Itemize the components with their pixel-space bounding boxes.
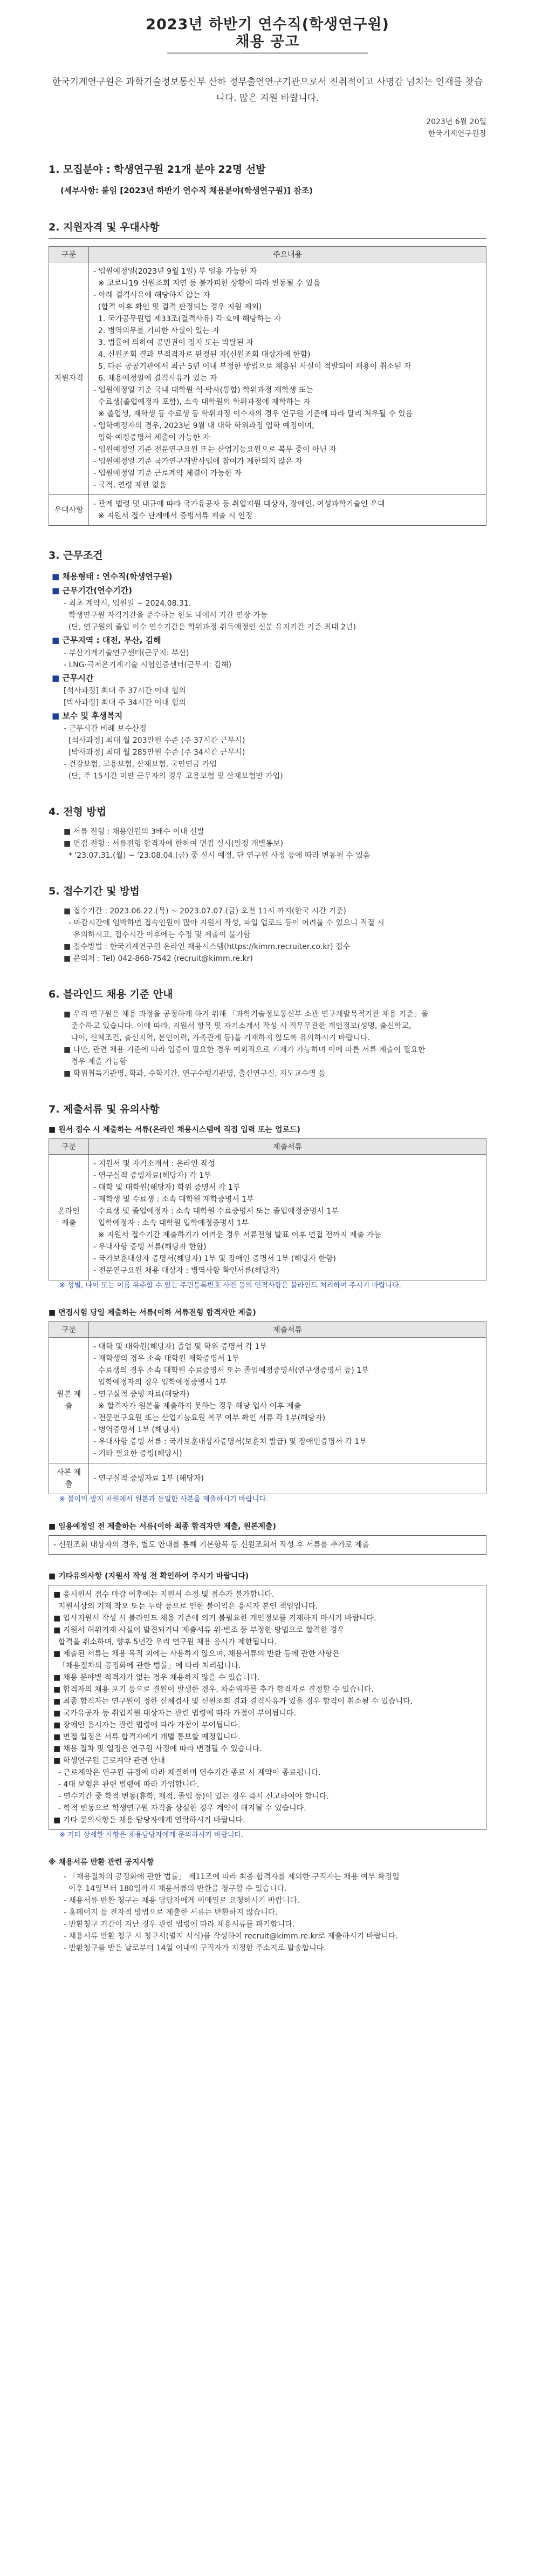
table-row [49,1536,486,1555]
text-line: ■ 학위취득기관명, 학과, 수학기간, 연구수행기관명, 출신연구실, 지도교수명 등 [64,1069,326,1078]
text-line: (합격 이후 확인 및 결격 판정되는 경우 지원 제외) [93,303,262,311]
text-line: - 부산기계기술연구센터(근무지: 부산) [64,649,189,657]
text-line: - 채용서류 반환 청구 시 청구서(별지 서식)를 작성하여 recruit@kimm.re.kr로 제출하시기 바랍니다. [64,1932,399,1941]
text-line: 6. 채용예정일에 결격사유가 있는 자 [93,374,217,383]
text-line: - 채용서류 반환 청구는 채용 담당자에게 이메일로 요청하시기 바랍니다. [64,1896,300,1905]
condition-lines [49,647,486,671]
work-conditions [49,570,486,782]
title-block [49,16,486,53]
text-line: 경우 제출 가능함 [64,1057,127,1066]
blind-hiring-notice [49,1008,486,1080]
text-line: - 입원예정일 기준 근로계약 체결이 가능한 자 [93,469,242,478]
text-line: 2. 병역의무를 기피한 사실이 있는 자 [93,327,220,335]
qualification-table [49,246,486,526]
box1-footnote: ※ 성별, 나이 또는 이름 유추할 수 있는 주민등록번호 사진 등의 인적사항은 블라인드 처리하여 주시기 바랍니다. [59,1282,401,1290]
text-line: - 반환청구를 받은 날로부터 14일 이내에 구직자가 지정한 주소지로 발송합니다. [64,1944,326,1953]
text-line: - 연구실적 증빙자료 1부 (해당자) [93,1474,204,1483]
text-line: - 국가보훈대상자 증명서(해당자) 1부 및 장애인 증명서 1부 (해당자 한함) [93,1255,336,1263]
condition-label: ■ 채용형태 : 연수직(학생연구원) [52,572,173,581]
condition-lines [49,598,486,633]
return-notice-lines [49,1871,486,1954]
box2-col-category: 구분 [49,1322,89,1338]
text-line: 입학예정자의 경우 입학예정증명서 1부 [93,1378,227,1387]
text-line: 1. 국가공무원법 제33조(결격사유) 각 호에 해당하는 자 [93,315,282,323]
box2-category: 원본 제출 [49,1338,89,1463]
text-line: 5. 다른 공공기관에서 최근 5년 이내 부정한 방법으로 채용된 사실이 적발되어 채용이 취소된 자 [93,362,411,371]
text-line: (단, 주 15시간 미만 근무자의 경우 고용보험 및 산재보험만 가입) [64,772,283,781]
text-line: - 국적, 연령 제한 없음 [93,481,167,490]
condition-lines [49,723,486,782]
section-2-rule [49,238,486,239]
text-line: [박사과정] 최대 월 285만원 수준 (주 34시간 근무시) [64,748,245,757]
text-line: 수료생 및 졸업예정자 : 소속 대학원 수료증명서 또는 졸업예정증명서 1부 [93,1207,339,1216]
text-line: 「채용절차의 공정화에 관한 법률」에 따라 처리됩니다. [53,1662,241,1670]
box3-heading: ■ 임용예정일 전 제출하는 서류(이하 최종 합격자만 제출, 원본제출) [49,1522,276,1531]
text-line: - 마감시간에 임박하면 접속인원이 많아 지원서 작성, 파일 업로드 등이 어려울 수 있으니 적절 시 [64,919,385,927]
section-7-heading: 7. 제출서류 및 유의사항 [49,1103,160,1115]
text-line: - 전문연구요원 채용 대상자 : 병역사항 확인서류(해당자) [93,1266,279,1275]
qualification-content [89,262,486,495]
text-line: - 4대 보험은 관련 법령에 따라 가입합니다. [53,1780,200,1789]
text-line: - 입원예정일 기준 국내 대학원 석·박사(통합) 학위과정 재학생 또는 [93,386,313,395]
notice-date: 2023년 6월 20일 [426,118,486,126]
section-4-heading: 4. 전형 방법 [49,806,107,818]
text-line: - 입원예정일 기준 전문연구요원 또는 산업기능요원으로 복무 중이 아닌 자 [93,445,337,454]
other-notes-table [49,1585,486,1830]
condition-label: ■ 근무지역 : 대전, 부산, 김해 [52,635,161,645]
text-line: - 「채용절차의 공정화에 관한 법률」 제11조에 따라 최종 합격자를 제외한 구직자는 채용 여부 확정일 [64,1873,400,1881]
return-notice-heading: ※ 채용서류 반환 관련 공지사항 [49,1858,154,1867]
page-title-line2: 채용 공고 [235,33,300,50]
text-line: ■ 국가유공자 등 취업지원 대상자는 관련 법령에 따라 가점이 부여됩니다. [53,1709,296,1718]
text-line: ■ 학생연구원 근로계약 관련 안내 [53,1757,165,1765]
text-line: - 대학 및 대학원(해당자) 학위 증명서 각 1부 [93,1183,241,1192]
text-line: - 최초 계약시, 입원일 ~ 2024.08.31. [64,599,191,608]
text-line: ■ 면접 전형 : 서류전형 합격자에 한하여 면접 실시(일정 개별통보) [64,839,284,848]
box1-content [89,1155,486,1280]
box2-content [89,1463,486,1494]
final-documents-table [49,1535,486,1555]
text-line: 수료생의 경우 소속 대학원 수료증명서 또는 졸업예정증명서(연구생증명서 등) 1부 [93,1366,369,1375]
text-line: - 연수기간 중 학적 변동(휴학, 제적, 졸업 등)이 있는 경우 즉시 신고하여야 합니다. [53,1792,329,1801]
text-line: ■ 접수기간 : 2023.06.22.(목) ~ 2023.07.07.(금) 오전 11시 까지(한국 시간 기준) [64,907,346,916]
text-line: - 기타 필요한 증빙(해당시) [93,1449,182,1458]
text-line: ■ 채용 절차 및 일정은 연구원 사정에 따라 변경될 수 있습니다. [53,1745,262,1753]
text-line: - 전문연구요원 또는 산업기능요원 복무 여부 확인 서류 각 1부(해당자) [93,1414,326,1422]
section-5-heading: 5. 접수기간 및 방법 [49,885,140,897]
text-line: - 입원예정일 기준 국가연구개발사업에 참여가 제한되지 않은 자 [93,457,303,466]
text-line: - 건강보험, 고용보험, 산재보험, 국민연금 가입 [64,760,217,769]
text-line: 수료생(졸업예정자 포함), 소속 대학원의 학위과정에 재학하는 자 [93,398,311,406]
text-line: - 홈페이지 등 전자적 방법으로 제출한 서류는 반환하지 않습니다. [64,1908,278,1917]
interview-documents-table [49,1321,486,1494]
text-line: 준수하고 있습니다. 이에 따라, 지원서 항목 및 자기소개서 작성 시 직무무관한 개인정보(성명, 출신학교, [64,1022,411,1031]
text-line: - 신원조회 대상자의 경우, 별도 안내를 통해 기본항목 등 신원조회서 작성 후 서류를 추가로 제출 [53,1541,369,1549]
text-line: ■ 최종 합격자는 연구원이 정한 신체검사 및 신원조회 결과 결격사유가 있을 경우 합격이 취소될 수 있습니다. [53,1697,413,1706]
box2-category: 사본 제출 [49,1463,89,1494]
text-line: ■ 장애인 응시자는 관련 법령에 따라 가점이 부여됩니다. [53,1721,241,1730]
text-line: ■ 우리 연구원은 채용 과정을 공정하게 하기 위해 「과학기술정보통신부 소관 연구개발목적기관 채용 기준」을 [64,1010,429,1019]
text-line: ■ 기타 문의사항은 채용 담당자에게 연락하시기 바랍니다. [53,1816,245,1825]
table-row [49,1585,486,1830]
text-line: - 우대사항 증빙 서류 : 국가보훈대상자증명서(보훈처 발급) 및 장애인증명서 각 1부 [93,1438,367,1446]
text-line: ※ 합격자가 원본을 제출하지 못하는 경우 해당 입사 이후 제출 [93,1402,301,1411]
text-line: 3. 법률에 의하여 공민권이 정지 또는 박탈된 자 [93,338,253,347]
text-line: - 관계 법령 및 내규에 따라 국가유공자 등 취업지원 대상자, 장애인, 여성과학기술인 우대 [93,500,385,509]
text-line: ■ 문의처 : Tel) 042-868-7542 (recruit@kimm.re.kr) [64,954,253,963]
text-line: ■ 서류 전형 : 채용인원의 3배수 이내 선발 [64,828,204,836]
text-line: 이후 14일부터 180일까지 채용서류의 반환을 청구할 수 있습니다. [64,1884,287,1893]
text-line: ■ 입사지원서 작성 시 블라인드 채용 기준에 의거 불필요한 개인정보를 기재하지 마시기 바랍니다. [53,1614,376,1623]
text-line: ※ 코로나19 신원조회 지연 등 불가피한 상황에 따라 변동될 수 있음 [93,279,321,288]
text-line: 지원서상의 기재 착오 또는 누락 등으로 인한 불이익은 응시자 본인 책임입니다. [53,1602,318,1611]
text-line: ■ 제출된 서류는 채용 목적 외에는 사용하지 않으며, 채용서류의 반환 등에 관한 사항은 [53,1650,340,1658]
title-underline [167,52,368,53]
box4-heading: ■ 기타유의사항 (지원서 작성 전 확인하여 주시기 바랍니다) [49,1572,249,1581]
text-line: - 재학생의 경우 소속 대학원 재학증명서 1부 [93,1354,239,1363]
box3-content [49,1536,486,1555]
table-row [49,1155,486,1280]
application-period [49,905,486,965]
text-line: ※ 지원서 접수 단계에서 증빙서류 제출 시 인정 [93,512,253,520]
text-line: 학생연구원 자격기간을 준수하는 한도 내에서 기간 연장 가능 [64,611,268,620]
text-line: 입학예정자 : 소속 대학원 입학예정증명서 1부 [93,1219,249,1228]
text-line: - 우대사항 증빙 서류(해당자 한함) [93,1243,207,1251]
qualification-category: 지원자격 [49,262,89,495]
text-line: - 아래 결격사유에 해당하지 않는 자 [93,291,210,300]
text-line: - LNG·극저온기계기술 시험인증센터(근무지: 김해) [64,661,232,669]
notice-org: 한국기계연구원장 [428,130,486,138]
text-line: - 연구실적 증빙 자료(해당자) [93,1390,190,1399]
preference-category: 우대사항 [49,495,89,526]
text-line: [석사과정] 최대 주 37시간 이내 협의 [64,687,186,695]
box2-footnote: ※ 불이익 방지 차원에서 원본과 동일한 사본을 제출하시기 바랍니다. [59,1495,269,1503]
signoff [49,116,486,140]
text-line: - 근로계약은 연구원 규정에 따라 체결하며 연수기간 종료 시 계약이 종료됩니다. [53,1768,321,1777]
text-line: 유의하시고, 접수시간 이후에는 수정 및 제출이 불가함 [64,931,251,939]
text-line: 나이, 신체조건, 출신지역, 본인이력, 가족관계 등)을 기재하지 않도록 유의하시기 바랍니다. [64,1034,370,1042]
text-line: ■ 다만, 관련 채용 기준에 따라 입증이 필요한 경우 예외적으로 기재가 가능하며 이에 따른 서류 제출이 필요한 [64,1046,426,1054]
text-line: - 근무시간 비례 보수산정 [64,724,147,733]
section-1-heading: 1. 모집분야 : 학생연구원 21개 분야 22명 선발 [49,164,266,175]
text-line: - 입원예정일(2023년 9월 1일) 부 임용 가능한 자 [93,267,257,276]
text-line: * '23.07.31.(월) ~ '23.08.04.(금) 중 실시 예정, 단 연구원 사정 등에 따라 변동될 수 있음 [64,851,371,860]
text-line: - 연구실적 증빙자료(해당자) 각 1부 [93,1171,211,1180]
text-line: ■ 접수방법 : 한국기계연구원 온라인 채용시스템(https://kimm.recruiter.co.kr) 접수 [64,943,351,951]
page-title-line1: 2023년 하반기 연수직(학생연구원) [146,16,389,33]
table-row [49,262,486,495]
text-line: 입학 예정증명서 제출이 가능한 자 [93,433,210,442]
text-line: - 지원서 및 자기소개서 : 온라인 작성 [93,1160,215,1168]
condition-label: ■ 근무시간 [52,673,94,683]
text-line: ※ 지원서 접수기간 제출하기가 어려운 경우 서류전형 발표 이후 면접 전까지 제출 가능 [93,1231,381,1239]
box1-heading: ■ 원서 접수 시 제출하는 서류(온라인 채용시스템에 직접 입력 또는 업로드) [49,1126,300,1134]
box1-col-content: 제출서류 [89,1139,486,1155]
box4-content [49,1585,486,1830]
text-line: [박사과정] 최대 주 34시간 이내 협의 [64,699,186,707]
box2-content [89,1338,486,1463]
text-line: ■ 합격자의 채용 포기 등으로 결원이 발생한 경우, 차순위자를 추가 합격자로 결정할 수 있습니다. [53,1685,374,1694]
text-line: ※ 졸업생, 재학생 등 수료생 등 학위과정 이수자의 경우 연구원 기준에 따라 달리 처우될 수 있음 [93,410,413,418]
text-line: - 반환청구 기간이 지난 경우 관련 법령에 따라 채용서류를 파기합니다. [64,1920,295,1929]
section-2-heading: 2. 지원자격 및 우대사항 [49,221,160,233]
condition-lines [49,685,486,709]
text-line: - 학적 변동으로 학생연구원 자격을 상실한 경우 계약이 해지될 수 있습니다. [53,1804,306,1813]
text-line: ■ 지원서 허위기재 사실이 발견되거나 제출서류 위·변조 등 부정한 방법으로 합격한 경우 [53,1626,345,1635]
box1-col-category: 구분 [49,1139,89,1155]
text-line: - 재학생 및 수료생 : 소속 대학원 재학증명서 1부 [93,1195,254,1204]
qualification-col-category: 구분 [49,247,89,262]
preference-content [89,495,486,526]
condition-label: ■ 근무기간(연수기간) [52,586,133,595]
text-line: 합격을 취소하며, 향후 5년간 우리 연구원 채용 응시가 제한됩니다. [53,1638,277,1646]
box2-col-content: 제출서류 [89,1322,486,1338]
text-line: ■ 응시원서 접수 마감 이후에는 지원서 수정 및 접수가 불가합니다. [53,1590,275,1599]
section-1-detail: (세부사항: 붙임 [2023년 하반기 연수직 채용분야(학생연구원)] 참조) [60,186,313,195]
selection-process [49,826,486,862]
section-6-heading: 6. 블라인드 채용 기준 안내 [49,988,173,1000]
text-line: (단, 연구원의 졸업 이수 연수기간은 학위과정 취득예정인 신분 유지기간 기준 최대 2년) [64,623,356,632]
table-row [49,1338,486,1463]
intro-text: 한국기계연구원은 과학기술정보통신부 산하 정부출연연구기관으로서 진취적이고 사명감 넘치는 인재를 찾습니다. 많은 지원 바랍니다. [52,77,483,104]
online-documents-table [49,1138,486,1280]
text-line: ■ 채용 분야별 적격자가 없는 경우 채용하지 않을 수 있습니다. [53,1673,260,1682]
qualification-col-content: 주요내용 [89,247,486,262]
text-line: ■ 면접 일정은 서류 합격자에게 개별 통보할 예정입니다. [53,1733,241,1741]
text-line: - 입학예정자의 경우, 2023년 9월 내 대학 학위과정 입학 예정이며, [93,422,314,430]
text-line: 4. 신원조회 결과 부적격자로 판정된 자(신원조회 대상자에 한함) [93,350,311,359]
section-3-heading: 3. 근무조건 [49,550,103,561]
text-line: [석사과정] 최대 월 203만원 수준 (주 37시간 근무시) [64,736,245,745]
table-row [49,1463,486,1494]
table-row [49,495,486,526]
text-line: - 병역증명서 1부 (해당자) [93,1426,180,1434]
text-line: - 대학 및 대학원(해당자) 졸업 및 학위 증명서 각 1부 [93,1343,267,1351]
box1-category: 온라인 제출 [49,1155,89,1280]
box2-heading: ■ 면접시험 당일 제출하는 서류(이하 서류전형 합격자만 제출) [49,1309,256,1317]
condition-label: ■ 보수 및 후생복지 [52,711,123,721]
box4-tail: ※ 기타 상세한 사항은 채용담당자에게 문의하시기 바랍니다. [59,1831,244,1839]
